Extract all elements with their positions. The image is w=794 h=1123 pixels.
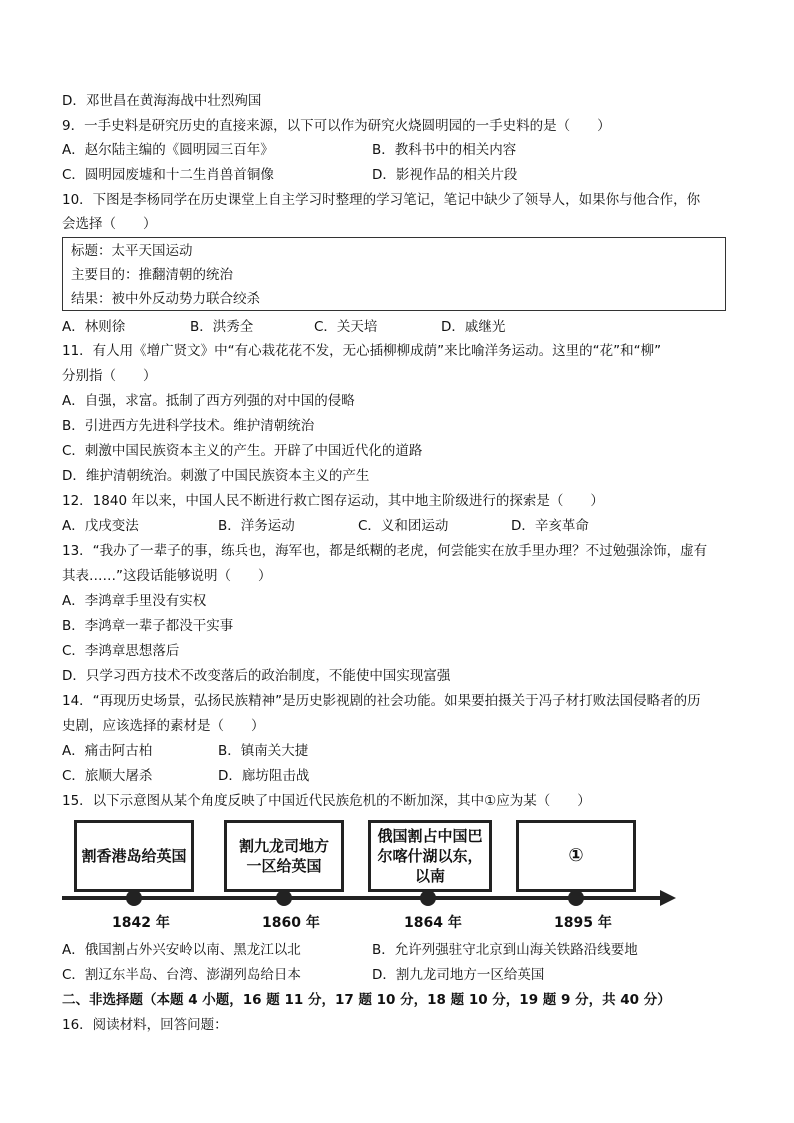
- timeline-event-text: 割九龙司地方一区给英国: [238, 837, 329, 875]
- question-11-line2: 分别指（ ）: [62, 368, 157, 384]
- timeline-event-text: ①: [568, 845, 584, 866]
- option-d-prev: D．邓世昌在黄海海战中壮烈殉国: [62, 93, 262, 109]
- q10-option-b: B．洪秀全: [190, 319, 254, 335]
- q11-option-b: B．引进西方先进科学技术。维护清朝统治: [62, 418, 315, 434]
- question-13-line1: 13．“我办了一辈子的事，练兵也，海军也，都是纸糊的老虎，何尝能实在放手里办理？不过勉强涂饰，虚有: [62, 543, 708, 559]
- question-12: 12．1840 年以来，中国人民不断进行救亡图存运动，其中地主阶级进行的探索是（ ）: [62, 493, 604, 509]
- question-16: 16．阅读材料，回答问题：: [62, 1017, 228, 1033]
- timeline-arrow-icon: [660, 890, 676, 906]
- q9-option-b: B．教科书中的相关内容: [372, 142, 517, 158]
- q9-option-c: C．圆明园废墟和十二生肖兽首铜像: [62, 167, 274, 183]
- question-13-line2: 其表……”这段话能够说明（ ）: [62, 568, 272, 584]
- timeline-event-text: 割香港岛给英国: [81, 847, 187, 865]
- question-14-line1: 14．“再现历史场景，弘扬民族精神”是历史影视剧的社会功能。如果要拍摄关于冯子材打败法国侵略者的历: [62, 693, 701, 709]
- question-10-line2: 会选择（ ）: [62, 216, 157, 232]
- q14-option-d: D．廊坊阻击战: [218, 768, 310, 784]
- timeline-dot: [126, 890, 142, 906]
- q12-option-d: D．辛亥革命: [511, 518, 589, 534]
- question-14-line2: 史剧，应该选择的素材是（ ）: [62, 718, 265, 734]
- q14-option-c: C．旅顺大屠杀: [62, 768, 153, 784]
- question-9: 9．一手史料是研究历史的直接来源，以下可以作为研究火烧圆明园的一手史料的是（ ）: [62, 118, 611, 134]
- q11-option-d: D．维护清朝统治。刺激了中国民族资本主义的产生: [62, 468, 370, 484]
- q10-option-a: A．林则徐: [62, 319, 126, 335]
- q15-option-a: A．俄国割占外兴安岭以南、黑龙江以北: [62, 942, 301, 958]
- timeline-dot: [568, 890, 584, 906]
- q10-option-d: D．戚继光: [441, 319, 506, 335]
- timeline-year: 1864 年: [404, 915, 462, 931]
- timeline-event-1864: [368, 820, 492, 892]
- timeline-year: 1842 年: [112, 915, 170, 931]
- timeline-diagram: [62, 812, 677, 932]
- question-11-line1: 11．有人用《增广贤文》中“有心栽花花不发，无心插柳柳成荫”来比喻洋务运动。这里的“花”和“柳”: [62, 343, 662, 359]
- question-15: 15．以下示意图从某个角度反映了中国近代民族危机的不断加深，其中①应为某（ ）: [62, 793, 591, 809]
- q15-option-b: B．允许列强驻守北京到山海关铁路沿线要地: [372, 942, 638, 958]
- q14-option-b: B．镇南关大捷: [218, 743, 309, 759]
- question-10-line1: 10．下图是李杨同学在历史课堂上自主学习时整理的学习笔记，笔记中缺少了领导人，如果你与他合作，你: [62, 192, 701, 208]
- section-2-heading: 二、非选择题（本题 4 小题，16 题 11 分，17 题 10 分，18 题 10 分，19 题 9 分，共 40 分）: [62, 992, 671, 1008]
- note-title: 标题：太平天国运动: [71, 243, 193, 259]
- q13-option-a: A．李鸿章手里没有实权: [62, 593, 207, 609]
- study-note-box: [62, 237, 726, 311]
- q12-option-a: A．戊戌变法: [62, 518, 139, 534]
- q10-option-c: C．关天培: [314, 319, 378, 335]
- q12-option-c: C．义和团运动: [358, 518, 449, 534]
- note-result: 结果：被中外反动势力联合绞杀: [71, 291, 260, 307]
- q11-option-c: C．刺激中国民族资本主义的产生。开辟了中国近代化的道路: [62, 443, 423, 459]
- q15-option-c: C．割辽东半岛、台湾、澎湖列岛给日本: [62, 967, 301, 983]
- timeline-event-1842: [74, 820, 194, 892]
- timeline-event-1860: [224, 820, 344, 892]
- timeline-dot: [276, 890, 292, 906]
- q15-option-d: D．割九龙司地方一区给英国: [372, 967, 545, 983]
- timeline-dot: [420, 890, 436, 906]
- q9-option-a: A．赵尔陆主编的《圆明园三百年》: [62, 142, 274, 158]
- q13-option-c: C．李鸿章思想落后: [62, 643, 180, 659]
- q13-option-b: B．李鸿章一辈子都没干实事: [62, 618, 234, 634]
- q12-option-b: B．洋务运动: [218, 518, 295, 534]
- q11-option-a: A．自强，求富。抵制了西方列强的对中国的侵略: [62, 393, 355, 409]
- timeline-year: 1860 年: [262, 915, 320, 931]
- q14-option-a: A．痛击阿古柏: [62, 743, 153, 759]
- timeline-event-text: 俄国割占中国巴尔喀什湖以东，以南: [377, 827, 483, 885]
- note-purpose: 主要目的：推翻清朝的统治: [71, 267, 233, 283]
- q9-option-d: D．影视作品的相关片段: [372, 167, 518, 183]
- timeline-event-1895: [516, 820, 636, 892]
- timeline-year: 1895 年: [554, 915, 612, 931]
- q13-option-d: D．只学习西方技术不改变落后的政治制度，不能使中国实现富强: [62, 668, 451, 684]
